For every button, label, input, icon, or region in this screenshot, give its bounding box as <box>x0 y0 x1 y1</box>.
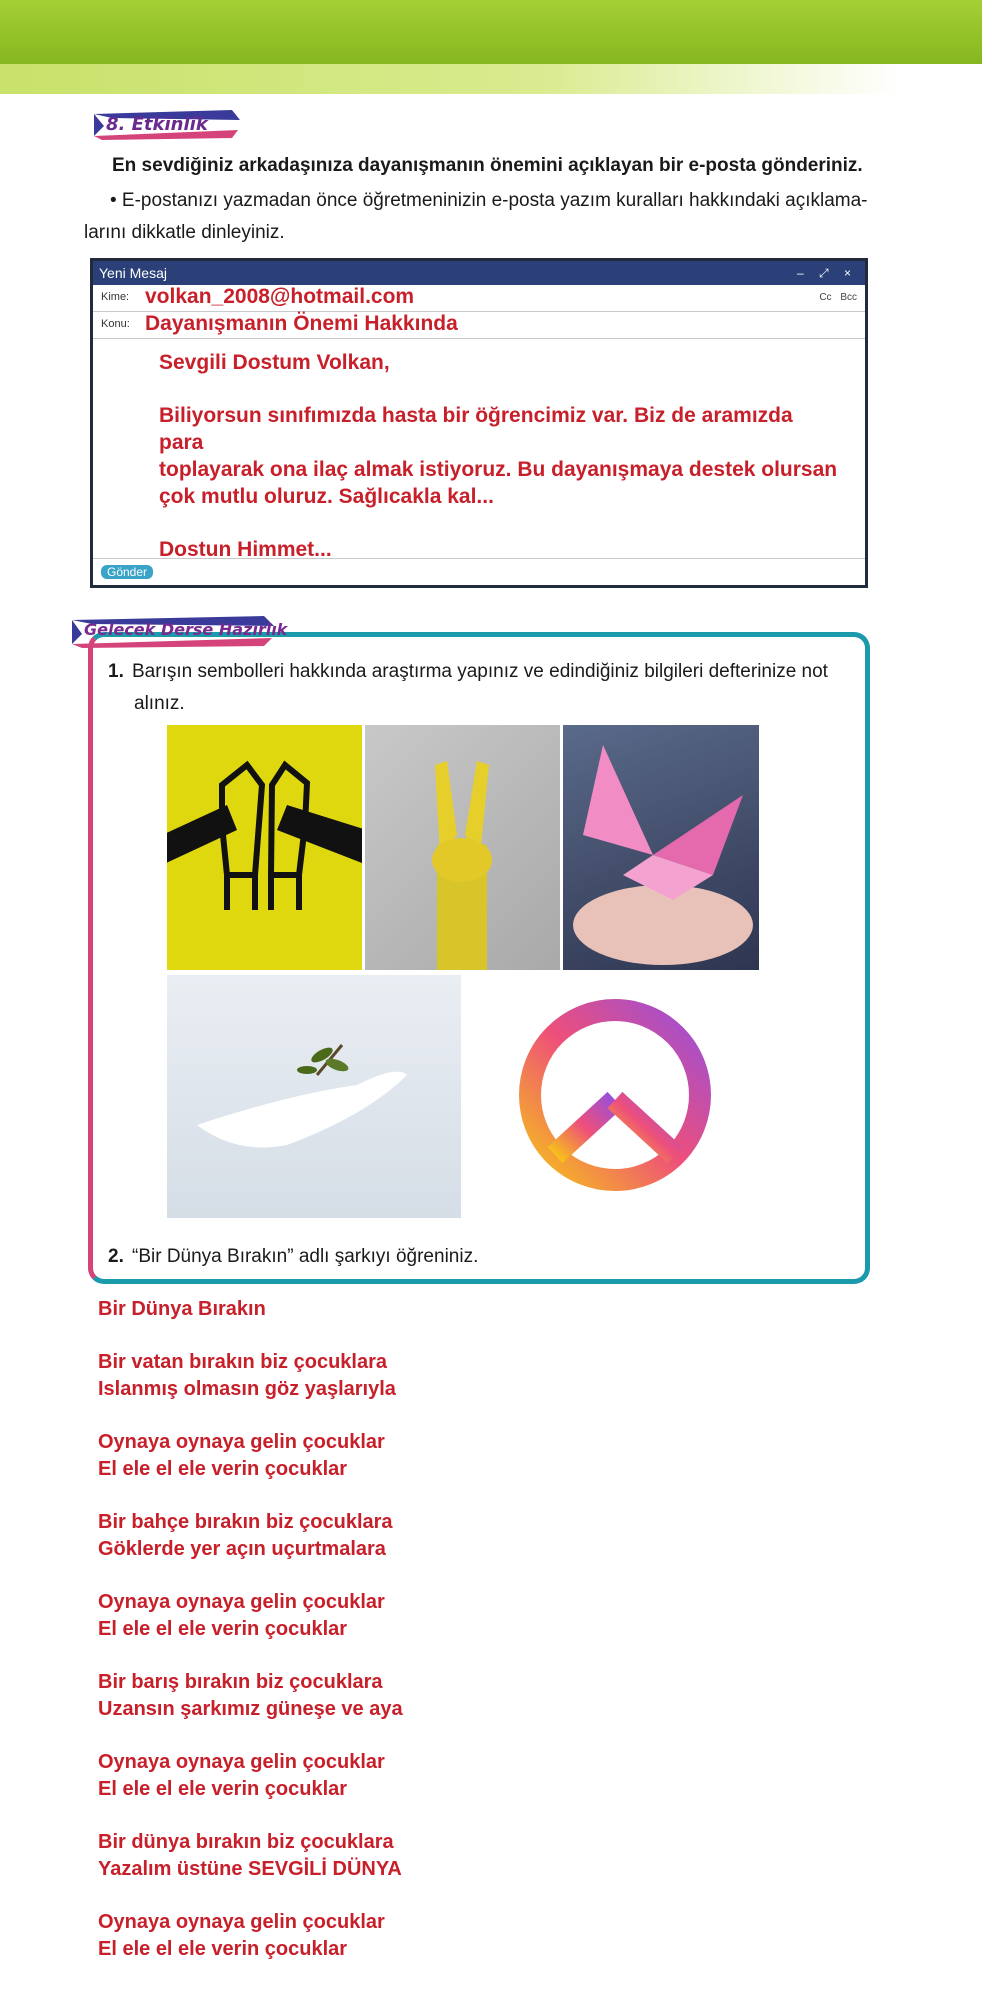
lyric-line: El ele el ele verin çocuklar <box>98 1458 348 1480</box>
song-stanza <box>98 1669 698 1723</box>
window-controls-icon[interactable]: – ⤢ × <box>797 266 857 280</box>
lyric-line: Bir barış bırakın biz çocuklara <box>98 1671 383 1693</box>
lyric-line: El ele el ele verin çocuklar <box>98 1778 348 1800</box>
header-band-fade <box>0 64 900 94</box>
email-footer <box>93 558 865 585</box>
lyric-line: Oynaya oynaya gelin çocuklar <box>98 1431 385 1453</box>
song-title: Bir Dünya Bırakın <box>98 1298 266 1320</box>
cc-bcc-links[interactable]: Cc Bcc <box>819 292 857 303</box>
activity-note-line1: • E-postanızı yazmadan önce öğretmeninizin e-posta yazım kuralları hakkındaki açıklama- <box>110 190 868 211</box>
prep-badge: Gelecek Derse Hazırlık <box>84 620 288 639</box>
dove-olive-branch-image <box>167 975 461 1218</box>
activity-instruction: En sevdiğiniz arkadaşınıza dayanışmanın önemini açıklayan bir e-posta gönderiniz. <box>112 155 863 176</box>
question-2-text: “Bir Dünya Bırakın” adlı şarkıyı öğreniniz. <box>132 1246 479 1267</box>
subject-row[interactable] <box>93 312 865 339</box>
subject-field[interactable]: Dayanışmanın Önemi Hakkında <box>145 312 458 335</box>
lyric-line: Islanmış olmasın göz yaşlarıyla <box>98 1378 396 1400</box>
lyric-line: Bir vatan bırakın biz çocuklara <box>98 1351 387 1373</box>
email-body-line2: toplayarak ona ilaç almak istiyoruz. Bu dayanışmaya destek olursan <box>159 458 838 481</box>
lyric-line: Oynaya oynaya gelin çocuklar <box>98 1911 385 1933</box>
lyric-line: Göklerde yer açın uçurtmalara <box>98 1538 386 1560</box>
song-stanza <box>98 1749 698 1803</box>
question-2-number: 2. <box>108 1246 124 1267</box>
email-titlebar <box>93 261 865 285</box>
email-body-line1: Biliyorsun sınıfımızda hasta bir öğrencimiz var. Biz de aramızda para <box>159 404 793 454</box>
lyric-line: Oynaya oynaya gelin çocuklar <box>98 1591 385 1613</box>
question-1 <box>108 656 856 720</box>
broken-rifle-image <box>167 725 362 970</box>
song-lyrics <box>98 1296 698 1989</box>
email-greeting: Sevgili Dostum Volkan, <box>159 351 390 374</box>
lyric-line: Bir dünya bırakın biz çocuklara <box>98 1831 394 1853</box>
send-button[interactable]: Gönder <box>101 565 153 579</box>
lyric-line: Oynaya oynaya gelin çocuklar <box>98 1751 385 1773</box>
peace-sign-image <box>510 990 720 1200</box>
to-field[interactable]: volkan_2008@hotmail.com <box>145 285 415 308</box>
to-label: Kime: <box>101 291 130 303</box>
question-1-line2: alınız. <box>134 693 185 714</box>
email-signature: Dostun Himmet... <box>159 538 332 561</box>
paper-crane-image <box>563 725 759 970</box>
lyric-line: Yazalım üstüne SEVGİLİ DÜNYA <box>98 1858 402 1880</box>
song-stanza <box>98 1589 698 1643</box>
lyric-line: El ele el ele verin çocuklar <box>98 1618 348 1640</box>
song-stanza <box>98 1509 698 1563</box>
lyric-line: Uzansın şarkımız güneşe ve aya <box>98 1698 403 1720</box>
email-body-line3: çok mutlu oluruz. Sağlıcakla kal... <box>159 485 494 508</box>
activity-badge: 8. Etkinlik <box>106 114 208 135</box>
song-stanza <box>98 1829 698 1883</box>
activity-note-line2: larını dikkatle dinleyiniz. <box>84 222 285 243</box>
question-1-line1: Barışın sembolleri hakkında araştırma yapınız ve edindiğiniz bilgileri defterinize not <box>132 661 828 682</box>
header-band <box>0 0 982 64</box>
to-row[interactable] <box>93 285 865 312</box>
email-paragraph <box>159 402 839 510</box>
email-window-title: Yeni Mesaj <box>99 265 167 281</box>
question-2 <box>108 1246 856 1268</box>
lyric-line: El ele el ele verin çocuklar <box>98 1938 348 1960</box>
lyric-line: Bir bahçe bırakın biz çocuklara <box>98 1511 393 1533</box>
victory-hand-image <box>365 725 560 970</box>
song-stanza <box>98 1429 698 1483</box>
email-body[interactable] <box>159 349 839 589</box>
subject-label: Konu: <box>101 318 130 330</box>
email-window <box>90 258 868 588</box>
song-stanza <box>98 1909 698 1963</box>
question-1-number: 1. <box>108 661 124 682</box>
activity-note <box>84 185 874 249</box>
song-stanza <box>98 1349 698 1403</box>
